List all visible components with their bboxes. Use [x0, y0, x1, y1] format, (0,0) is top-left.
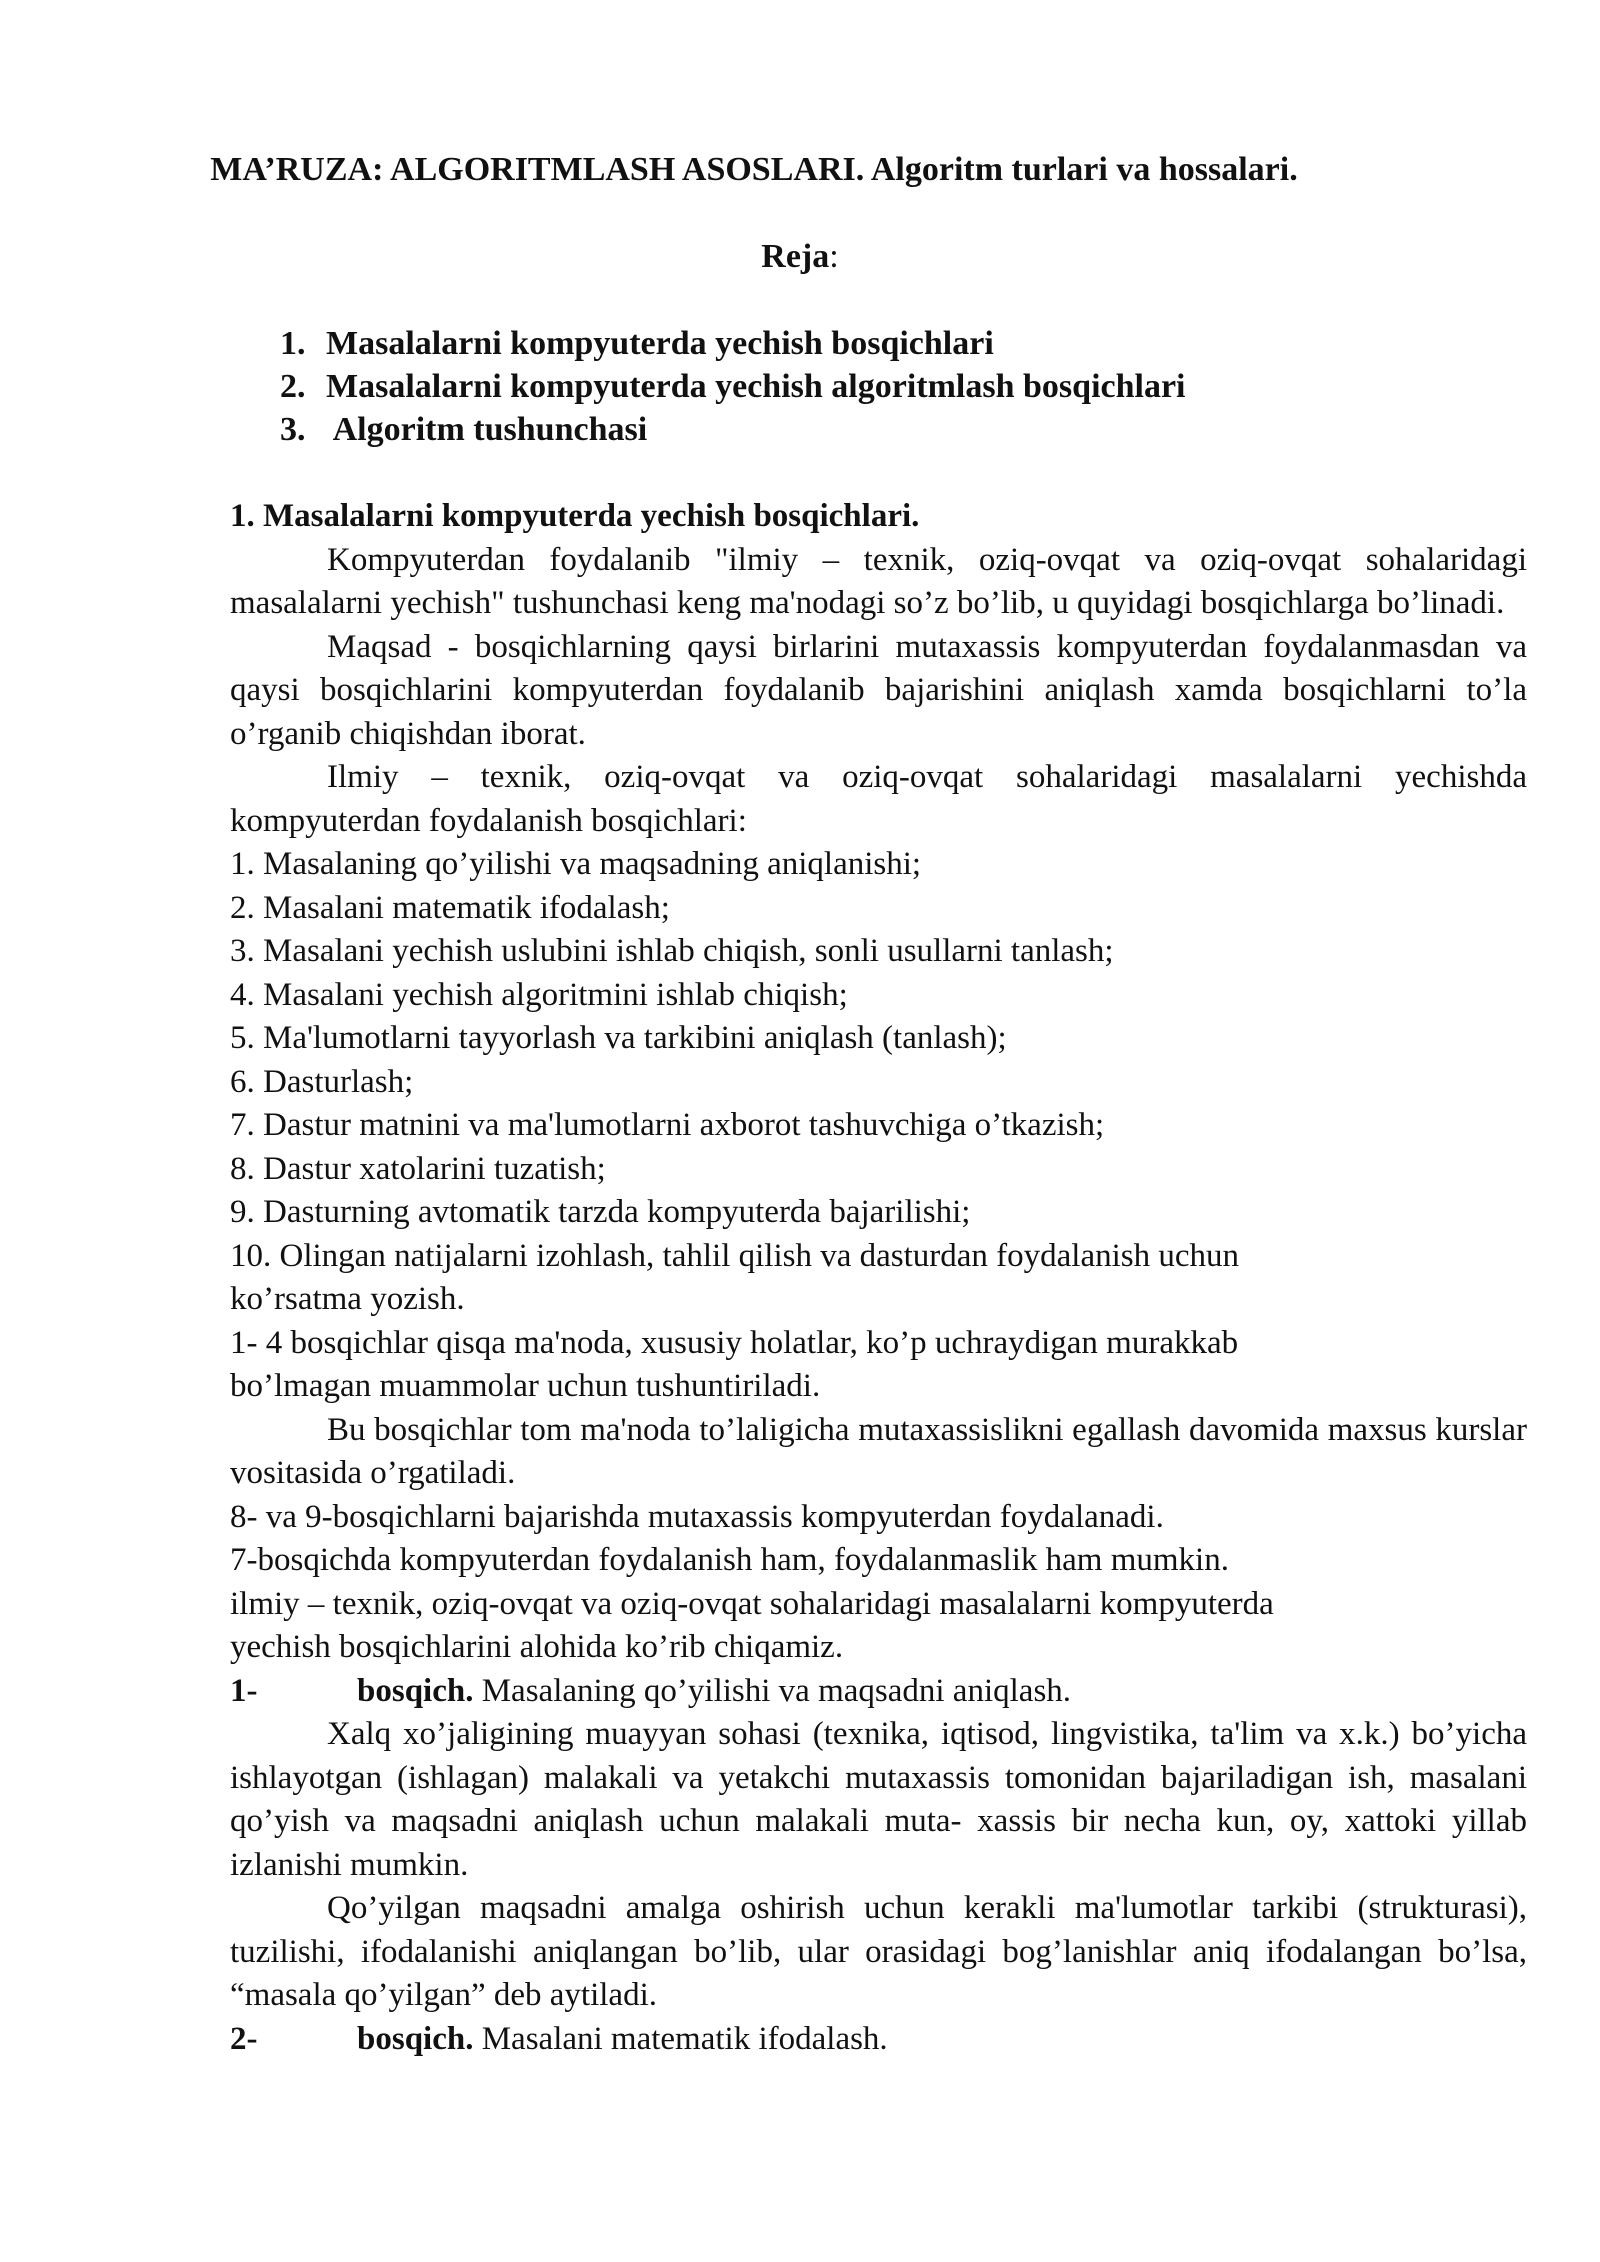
plan-list	[280, 322, 1186, 451]
stage-1-paragraph-1: Xalq xo’jaligining muayyan sohasi (texnika, iqtisod, lingvistika, ta'lim va x.k.) bo’yicha ishlayotgan (ishlagan) malakali va yetakchi mutaxassis tomonidan bajariladigan ish, masalani qo’yish va maqsadni aniqlash uchun malakali muta- xassis bir necha kun, oy, xattoki yillab izlanishi mumkin.	[230, 1716, 1527, 1883]
document-body	[230, 495, 1527, 2061]
lecture-title	[0, 148, 1600, 192]
step-item-10-line1: 10. Olingan natijalarni izohlash, tahlil qilish va dasturdan foydalanish uchun	[230, 1237, 1240, 1274]
step-item: 8. Dastur xatolarini tuzatish;	[230, 1150, 606, 1187]
step-item: 1. Masalaning qo’yilishi va maqsadning aniqlanishi;	[230, 846, 922, 882]
plan-item	[280, 322, 1186, 365]
paragraph-steps-intro: Ilmiy – texnik, oziq-ovqat va oziq-ovqat sohalaridagi masalalarni yechishda kompyuterdan foydalanish bosqichlari:	[230, 759, 1527, 839]
step-item: 6. Dasturlash;	[230, 1063, 414, 1100]
plan-item	[280, 365, 1186, 408]
stage-2-number: 2-	[230, 2020, 258, 2057]
stage-2-label: bosqich.	[357, 2020, 474, 2057]
note-1-line2: bo’lmagan muammolar uchun tushuntiriladi.	[230, 1368, 821, 1404]
plan-item-text: Masalalarni kompyuterda yechish algoritmlash bosqichlari	[326, 368, 1186, 405]
plan-item-number: 3.	[280, 411, 306, 448]
plan-item-text: Masalalarni kompyuterda yechish bosqichlari	[326, 325, 994, 362]
stage-2-title: Masalani matematik ifodalash.	[473, 2020, 888, 2057]
stage-2-heading	[230, 2018, 1527, 2062]
plan-colon: :	[829, 238, 839, 275]
step-item: 9. Dasturning avtomatik tarzda kompyuterda bajarilishi;	[230, 1194, 971, 1230]
step-item: 5. Ma'lumotlarni tayyorlash va tarkibini aniqlash (tanlash);	[230, 1020, 1007, 1056]
lecture-title-text: MA’RUZA: ALGORITMLASH ASOSLARI. Algoritm turlari va hossalari.	[210, 151, 1298, 188]
stage-1-title: Masalaning qo’yilishi va maqsadni aniqlash.	[473, 1672, 1072, 1709]
note-3: 8- va 9-bosqichlarni bajarishda mutaxassis kompyuterdan foydalanadi.	[230, 1498, 1164, 1535]
stage-1-paragraph-2: Qo’yilgan maqsadni amalga oshirish uchun kerakli ma'lumotlar tarkibi (strukturasi), tuzilishi, ifodalanishi aniqlangan bo’lib, ular orasidagi bog’lanishlar aniq ifodalangan bo’lsa, “masala qo’yilgan” deb aytiladi.	[230, 1890, 1527, 2013]
plan-item-number: 1.	[280, 325, 306, 362]
paragraph-intro: Kompyuterdan foydalanib "ilmiy – texnik, oziq-ovqat va oziq-ovqat sohalaridagi masalalarni yechish" tushunchasi keng ma'nodagi so’z bo’lib, u quyidagi bosqichlarga bo’linadi.	[230, 541, 1527, 621]
step-item: 3. Masalani yechish uslubini ishlab chiqish, sonli usullarni tanlash;	[230, 933, 1114, 969]
note-2: Bu bosqichlar tom ma'noda to’laligicha mutaxassislikni egallash davomida maxsus kurslar vositasida o’rgatiladi.	[230, 1411, 1527, 1491]
stage-1-heading	[230, 1670, 1527, 1714]
note-4: 7-bosqichda kompyuterdan foydalanish ham, foydalanmaslik ham mumkin.	[230, 1542, 1229, 1578]
note-5-line1: ilmiy – texnik, oziq-ovqat va oziq-ovqat sohalaridagi masalalarni kompyuterda	[230, 1585, 1274, 1622]
section-heading: 1. Masalalarni kompyuterda yechish bosqichlari.	[230, 498, 920, 534]
note-5-line2: yechish bosqichlarini alohida ko’rib chiqamiz.	[230, 1629, 844, 1665]
paragraph-goal: Maqsad - bosqichlarning qaysi birlarini mutaxassis kompyuterdan foydalanmasdan va qaysi bosqichlarini kompyuterdan foydalanib bajarishini aniqlash xamda bosqichlarni to’la o’rganib chiqishdan iborat.	[230, 628, 1527, 752]
plan-item-number: 2.	[280, 368, 306, 405]
plan-label: Reja	[761, 238, 830, 275]
note-1-line1: 1- 4 bosqichlar qisqa ma'noda, xususiy holatlar, ko’p uchraydigan murakkab	[230, 1324, 1239, 1361]
plan-item-text: Algoritm tushunchasi	[326, 411, 648, 448]
stage-1-label: bosqich.	[357, 1672, 474, 1709]
stage-1-number: 1-	[230, 1672, 258, 1709]
step-item: 2. Masalani matematik ifodalash;	[230, 889, 670, 926]
plan-heading	[0, 235, 1600, 279]
step-item-10-line2: ko’rsatma yozish.	[230, 1281, 465, 1317]
step-item: 4. Masalani yechish algoritmini ishlab chiqish;	[230, 976, 848, 1013]
plan-item	[280, 408, 1186, 451]
step-item: 7. Dastur matnini va ma'lumotlarni axborot tashuvchiga o’tkazish;	[230, 1107, 1105, 1143]
